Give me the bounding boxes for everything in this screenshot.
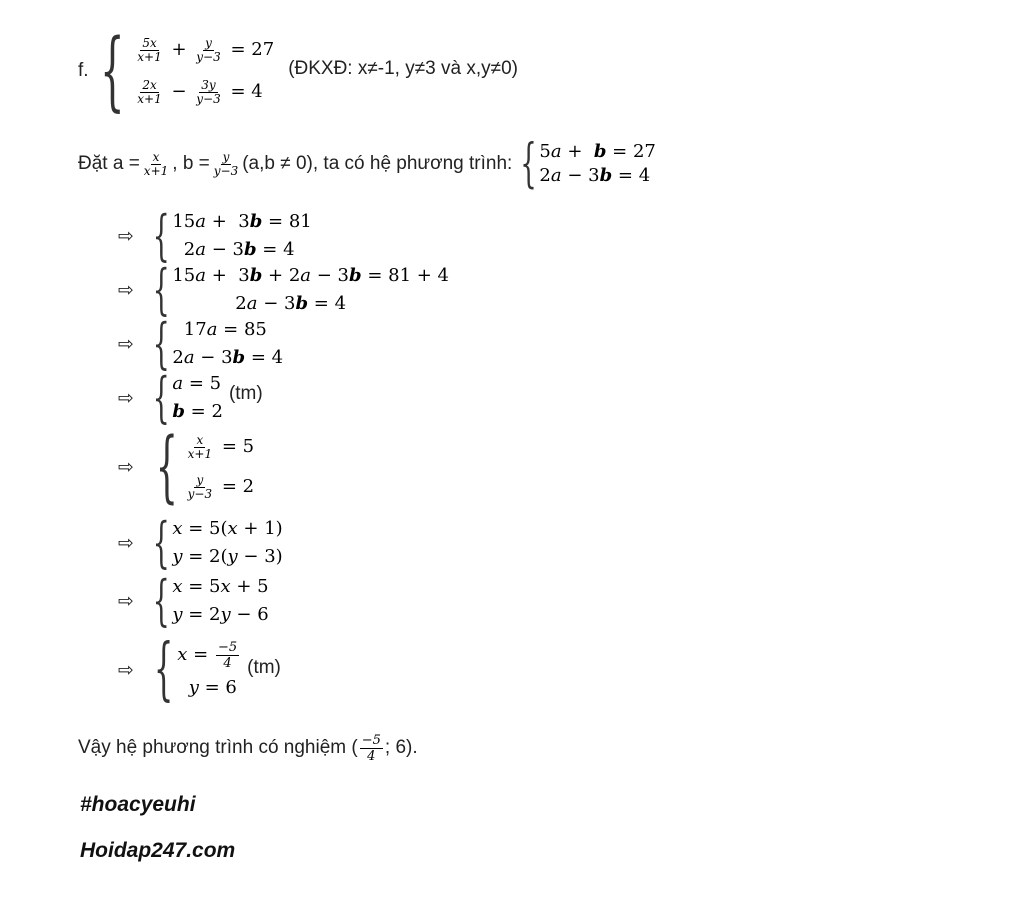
frac-minus5-4: $\frac{-5}{4}$ [361,732,381,764]
step-5: ⇨ { $\frac{x}{x+1}$ = 5 $\frac{y}{y-3}$ = 2 [118,422,255,512]
hashtag-row [80,790,196,820]
step-2: ⇨ { 15a + 3b + 2a − 3b = 81 + 4 2a − 3b = 4 [118,258,450,321]
conclusion-prefix: Vậy hệ phương trình có nghiệm ( [78,737,358,758]
implies-arrow-icon: ⇨ [118,590,134,612]
problem-f [78,21,518,121]
tm-note: (tm) [247,657,281,678]
implies-arrow-icon: ⇨ [118,279,134,301]
implies-arrow-icon: ⇨ [118,532,134,554]
problem-label: f. [78,60,89,81]
frac-b-def: $\frac{y}{y-3}$ [213,149,239,178]
original-system: { $\frac{5x}{x+1}$ + $\frac{y}{y-3}$ = 27 $\frac{2x}{x+1}$ − $\frac{3y}{y-3}$ = 4 [99,21,275,121]
substitution-prefix: Đặt a = [78,153,140,174]
substitution-condition: (a,b ≠ 0), ta có hệ phương trình: [242,153,513,174]
site-name: Hoidap247.com [80,839,236,862]
frac-y-y3: $\frac{y}{y-3}$ [196,35,221,64]
step-4: ⇨ { a = 5 b = 2 (tm) [118,366,263,429]
step-8: ⇨ { x = $\frac{-5}{4}$ y = 6 (tm) [118,630,281,709]
implies-arrow-icon: ⇨ [118,333,134,355]
step-6: ⇨ { x = 5(x + 1) y = 2(y − 3) [118,511,283,574]
step-1: ⇨ { 15a + 3b = 81 2a − 3b = 4 [118,204,312,267]
step-3: ⇨ { 17a = 85 2a − 3b = 4 [118,312,284,375]
substitution-line [78,134,656,194]
conclusion-suffix: ; 6). [384,737,418,758]
step-7: ⇨ { x = 5x + 5 y = 2y − 6 [118,569,269,632]
implies-arrow-icon: ⇨ [118,225,134,247]
implies-arrow-icon: ⇨ [118,387,134,409]
frac-2x-x1: $\frac{2x}{x+1}$ [137,77,162,106]
site-row [80,836,235,866]
frac-a-def: $\frac{x}{x+1}$ [143,149,169,178]
tm-note: (tm) [228,383,263,404]
implies-arrow-icon: ⇨ [118,659,134,681]
hashtag: #hoacyeuhi [80,793,196,816]
domain-condition: (ĐKXĐ: x≠-1, y≠3 và x,y≠0) [288,58,518,79]
conclusion [78,728,418,768]
ab-system: { 5a + b = 27 2a − 3b = 4 [520,134,656,194]
substitution-b-prefix: , b = [172,153,210,174]
implies-arrow-icon: ⇨ [118,456,134,478]
frac-3y-y3: $\frac{3y}{y-3}$ [196,77,221,106]
frac-5x-x1: $\frac{5x}{x+1}$ [137,35,162,64]
